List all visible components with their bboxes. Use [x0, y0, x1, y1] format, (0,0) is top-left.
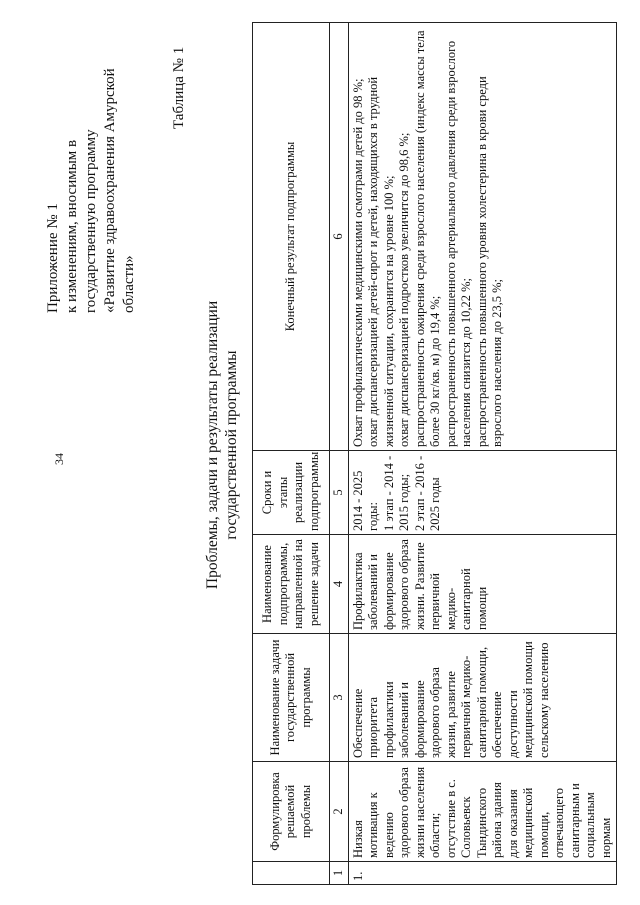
column-number: 4: [330, 535, 349, 634]
table-numbering-row: [330, 23, 349, 885]
header-cell: Конечный результат подпрограммы: [253, 23, 330, 451]
header-cell: [253, 862, 330, 885]
result-line: охват диспансеризацией детей-сирот и детей, находящихся в трудной жизненной ситуации, сохранится на уровне 100 %;: [366, 76, 396, 447]
appendix-line: государственную программу: [83, 129, 99, 313]
subprogram-cell: Профилактика заболеваний и формирование здорового образа жизни. Развитие первичной медико-санитарной помощи: [348, 535, 617, 634]
header-cell: Наименование задачи государственной программы: [253, 634, 330, 762]
result-line: охват диспансеризацией подростков увеличится до 98,6 %;: [397, 132, 411, 447]
problem-cell: Низкая мотивация к ведению здорового образа жизни населения области; отсутствие в с. Соловьевск Тындинского района здания для оказания медицинской помощи, отвечающего санитарным и социальным нормам: [348, 762, 617, 862]
results-cell: [348, 23, 617, 451]
terms-cell: [348, 451, 617, 535]
column-number: 6: [330, 23, 349, 451]
document-title: [203, 145, 241, 745]
result-line: распространенность повышенного артериального давления среди взрослого населения снизится до 10,22 %;: [443, 40, 473, 447]
page-number: 34: [52, 453, 66, 465]
result-line: распространенность повышенного уровня холестерина в крови среди взрослого населения до 23,5 %;: [474, 76, 504, 447]
task-cell: Обеспечение приоритета профилактики заболеваний и формирование здорового образа жизни, развитие первичной медико-санитарной помощи, обеспечение доступности медицинской помощи сельскому населению: [348, 634, 617, 762]
header-cell: Сроки и этапы реализации подпрограммы: [253, 451, 330, 535]
table-header-row: [253, 23, 330, 885]
header-cell: Формулировка решаемой проблемы: [253, 762, 330, 862]
table-label: Таблица № 1: [171, 46, 187, 129]
appendix-line: «Развитие здравоохранения Амурской: [102, 68, 118, 313]
appendix-line: к изменениям, вносимым в: [64, 139, 80, 313]
result-line: распространенность ожирения среди взрослого населения (индекс массы тела более 30 кг/кв. м) до 19,4 %;: [412, 30, 442, 447]
title-line: государственной программы: [223, 350, 240, 540]
result-line: Охват профилактическими медицинскими осмотрами детей до 98 %;: [350, 78, 365, 447]
appendix-line: области»: [121, 255, 137, 313]
column-number: 3: [330, 634, 349, 762]
header-cell: Наименование подпрограммы, направленной на решение задачи: [253, 535, 330, 634]
terms-line: 1 этап - 2014 - 2015 годы;: [381, 455, 411, 531]
table-row: [348, 23, 617, 885]
column-number: 5: [330, 451, 349, 535]
terms-line: 2014 - 2025 годы:: [350, 470, 380, 531]
terms-line: 2 этап - 2016 - 2025 годы: [412, 455, 442, 531]
row-number: 1.: [348, 862, 617, 885]
column-number: 2: [330, 762, 349, 862]
title-line: Проблемы, задачи и результаты реализации: [204, 300, 221, 590]
appendix-line: Приложение № 1: [45, 203, 61, 313]
appendix-note: [44, 23, 139, 313]
results-table: [252, 22, 617, 885]
column-number: 1: [330, 862, 349, 885]
